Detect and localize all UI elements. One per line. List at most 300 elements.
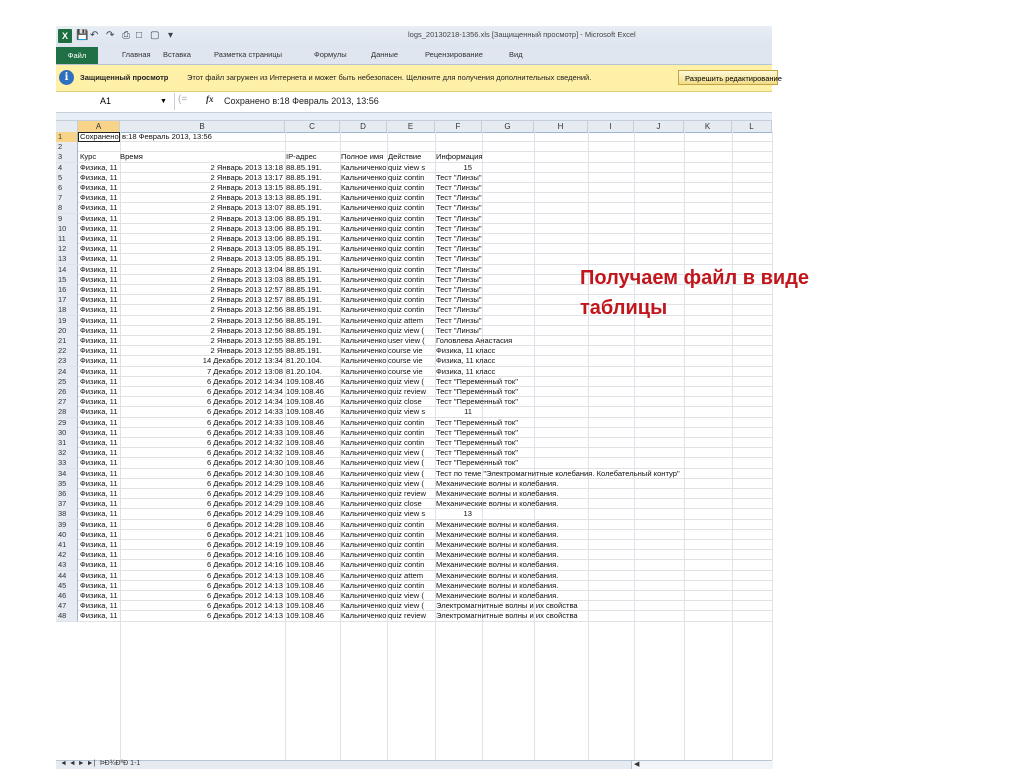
- row-header[interactable]: 35: [56, 479, 78, 489]
- cell-f[interactable]: Тест по теме "Электромагнитные колебания. Колебательный контур": [436, 468, 680, 478]
- cell-a[interactable]: Физика, 11: [80, 468, 118, 478]
- cell-b[interactable]: 6 Декабрь 2012 14:16: [206, 560, 283, 570]
- cell-c[interactable]: 109.108.46: [286, 560, 325, 570]
- cell-b[interactable]: 2 Январь 2013 13:18: [210, 162, 283, 172]
- cell-a[interactable]: Физика, 11: [80, 346, 118, 356]
- cell-e[interactable]: quiz contin: [388, 285, 425, 294]
- scroll-left-icon[interactable]: ◀: [634, 761, 640, 768]
- cell-a[interactable]: Физика, 11: [80, 458, 118, 468]
- cell-f[interactable]: Информация: [436, 152, 483, 162]
- cell-a[interactable]: Физика, 11: [80, 489, 118, 498]
- cell-d[interactable]: Кальниченко: [341, 295, 387, 305]
- cell-f[interactable]: Электромагнитные волны и их свойства: [436, 601, 578, 611]
- cell-e[interactable]: course vie: [388, 366, 423, 376]
- cell-e[interactable]: quiz contin: [388, 295, 425, 305]
- column-header-f[interactable]: F: [435, 121, 482, 132]
- cell-d[interactable]: Кальниченко: [341, 417, 387, 427]
- row-header[interactable]: 23: [56, 356, 78, 366]
- cell-e[interactable]: quiz view (: [388, 376, 424, 386]
- tab-data[interactable]: Данные: [371, 50, 399, 59]
- cell-d[interactable]: Кальниченко: [341, 478, 387, 488]
- cell-a[interactable]: Физика, 11: [80, 376, 118, 386]
- cell-d[interactable]: Кальниченко: [341, 540, 387, 549]
- cell-f[interactable]: Механические волны и колебания.: [436, 499, 559, 509]
- row-header[interactable]: 39: [56, 520, 78, 530]
- cell-c[interactable]: 109.108.46: [286, 540, 325, 549]
- cell-c[interactable]: 88.85.191.: [286, 172, 322, 182]
- cell-f[interactable]: Тест "Линзы": [436, 203, 482, 213]
- cell-c[interactable]: 109.108.46: [286, 509, 325, 519]
- cell-f[interactable]: Механические волны и колебания.: [436, 478, 559, 488]
- cell-f[interactable]: Тест "Линзы": [436, 264, 482, 274]
- cell-a[interactable]: Физика, 11: [80, 234, 118, 243]
- cell-e[interactable]: quiz contin: [388, 519, 425, 529]
- row-header[interactable]: 18: [56, 305, 78, 315]
- insert-function-icon[interactable]: fx: [206, 94, 214, 104]
- cell-f[interactable]: Тест "Переменный ток": [436, 448, 518, 458]
- cell-b[interactable]: 2 Январь 2013 13:07: [210, 203, 283, 213]
- cell-f[interactable]: Тест "Линзы": [436, 223, 482, 233]
- cell-d[interactable]: Кальниченко: [341, 489, 387, 498]
- tab-insert[interactable]: Вставка: [163, 50, 191, 59]
- cell-a[interactable]: Физика, 11: [80, 193, 118, 203]
- row-header[interactable]: 43: [56, 560, 78, 570]
- protected-view-message[interactable]: Этот файл загружен из Интернета и может быть небезопасен. Щелкните для получения дополнительных сведений.: [187, 73, 592, 82]
- undo-icon[interactable]: ↶: [90, 30, 99, 41]
- cell-f[interactable]: Физика, 11 класс: [436, 346, 496, 356]
- cell-d[interactable]: Кальниченко: [341, 580, 387, 590]
- row-header[interactable]: 27: [56, 397, 78, 407]
- cell-b[interactable]: в:18 Февраль 2013, 13:56: [122, 132, 212, 141]
- cell-d[interactable]: Кальниченко: [341, 550, 387, 560]
- cell-a[interactable]: Физика, 11: [80, 611, 118, 621]
- row-header[interactable]: 42: [56, 550, 78, 560]
- row-header[interactable]: 32: [56, 448, 78, 458]
- cell-a[interactable]: Физика, 11: [80, 213, 118, 223]
- cell-d[interactable]: Кальниченко: [341, 448, 387, 458]
- cell-b[interactable]: 2 Январь 2013 13:05: [210, 244, 283, 254]
- cell-e[interactable]: quiz contin: [388, 274, 425, 284]
- cell-c[interactable]: IP-адрес: [286, 152, 317, 162]
- cell-c[interactable]: 88.85.191.: [286, 264, 322, 274]
- row-header[interactable]: 8: [56, 203, 78, 213]
- row-header[interactable]: 17: [56, 295, 78, 305]
- cell-c[interactable]: 109.108.46: [286, 611, 325, 621]
- sheet-tab-active[interactable]: ÞÐ¾ÐºÐ 1-1: [100, 760, 141, 767]
- cell-f[interactable]: Тест "Переменный ток": [436, 417, 518, 427]
- cell-e[interactable]: quiz close: [388, 397, 422, 407]
- cell-f[interactable]: Механические волны и колебания.: [436, 519, 559, 529]
- cell-b[interactable]: 6 Декабрь 2012 14:34: [206, 397, 283, 407]
- cell-e[interactable]: quiz contin: [388, 244, 425, 254]
- row-header[interactable]: 7: [56, 193, 78, 203]
- cell-c[interactable]: 109.108.46: [286, 601, 325, 611]
- select-all-corner[interactable]: [56, 121, 78, 132]
- cell-a[interactable]: Физика, 11: [80, 254, 118, 264]
- row-header[interactable]: 5: [56, 173, 78, 183]
- cell-f[interactable]: Механические волны и колебания.: [436, 560, 559, 570]
- row-header[interactable]: 26: [56, 387, 78, 397]
- cell-f[interactable]: Физика, 11 класс: [436, 366, 496, 376]
- cell-a[interactable]: Сохранено: [80, 132, 119, 141]
- cell-a[interactable]: Физика, 11: [80, 519, 118, 529]
- excel-app-icon[interactable]: X: [58, 29, 72, 43]
- cell-b[interactable]: 2 Январь 2013 13:06: [210, 223, 283, 233]
- cell-d[interactable]: Кальниченко: [341, 591, 387, 600]
- column-header-d[interactable]: D: [340, 121, 387, 132]
- cell-c[interactable]: 88.85.191.: [286, 193, 322, 203]
- cell-e[interactable]: quiz contin: [388, 183, 425, 192]
- cell-d[interactable]: Кальниченко: [341, 499, 387, 509]
- cell-e[interactable]: quiz review: [388, 489, 426, 498]
- cell-b[interactable]: 2 Январь 2013 13:05: [210, 254, 283, 264]
- cell-f[interactable]: 13: [463, 509, 472, 519]
- cell-a[interactable]: Физика, 11: [80, 478, 118, 488]
- cell-e[interactable]: quiz contin: [388, 427, 425, 437]
- cell-d[interactable]: Полное имя: [341, 152, 384, 162]
- cell-f[interactable]: Электромагнитные волны и их свойства: [436, 611, 578, 621]
- cell-d[interactable]: Кальниченко: [341, 356, 387, 366]
- cell-d[interactable]: Кальниченко: [341, 244, 387, 254]
- cell-d[interactable]: Кальниченко: [341, 203, 387, 213]
- row-header[interactable]: 31: [56, 438, 78, 448]
- cell-c[interactable]: 109.108.46: [286, 376, 325, 386]
- cell-d[interactable]: Кальниченко: [341, 346, 387, 356]
- cell-c[interactable]: 109.108.46: [286, 397, 325, 407]
- cell-f[interactable]: Тест "Линзы": [436, 325, 482, 335]
- column-header-j[interactable]: J: [634, 121, 684, 132]
- row-header[interactable]: 40: [56, 530, 78, 540]
- cell-c[interactable]: 88.85.191.: [286, 244, 322, 254]
- row-header[interactable]: 22: [56, 346, 78, 356]
- cell-a[interactable]: Физика, 11: [80, 499, 118, 509]
- open-document-icon[interactable]: ▢: [150, 30, 160, 41]
- cell-e[interactable]: quiz attem: [388, 315, 424, 325]
- row-header[interactable]: 48: [56, 611, 78, 621]
- cell-b[interactable]: 6 Декабрь 2012 14:33: [206, 417, 283, 427]
- cell-a[interactable]: Физика, 11: [80, 183, 118, 192]
- cell-f[interactable]: Тест "Линзы": [436, 244, 482, 254]
- cell-a[interactable]: Физика, 11: [80, 274, 118, 284]
- cell-c[interactable]: 109.108.46: [286, 417, 325, 427]
- cell-d[interactable]: Кальниченко: [341, 254, 387, 264]
- row-header[interactable]: 19: [56, 316, 78, 326]
- row-header[interactable]: 9: [56, 214, 78, 224]
- cell-a[interactable]: Физика, 11: [80, 540, 118, 549]
- row-header[interactable]: 30: [56, 428, 78, 438]
- cell-b[interactable]: 6 Декабрь 2012 14:32: [206, 448, 283, 458]
- row-header[interactable]: 44: [56, 571, 78, 581]
- cell-f[interactable]: Тест "Линзы": [436, 234, 482, 243]
- cell-b[interactable]: 2 Январь 2013 13:06: [210, 213, 283, 223]
- cell-e[interactable]: Действие: [388, 152, 422, 162]
- column-header-a[interactable]: A: [78, 121, 120, 132]
- column-header-g[interactable]: G: [482, 121, 534, 132]
- row-header[interactable]: 21: [56, 336, 78, 346]
- cell-d[interactable]: Кальниченко: [341, 529, 387, 539]
- cell-b[interactable]: 2 Январь 2013 13:15: [210, 183, 283, 192]
- cell-a[interactable]: Физика, 11: [80, 285, 118, 294]
- cell-c[interactable]: 88.85.191.: [286, 213, 322, 223]
- cell-e[interactable]: quiz contin: [388, 213, 425, 223]
- cell-d[interactable]: Кальниченко: [341, 274, 387, 284]
- cell-d[interactable]: Кальниченко: [341, 611, 387, 621]
- cell-b[interactable]: 2 Январь 2013 12:56: [210, 325, 283, 335]
- cell-f[interactable]: Тест "Линзы": [436, 295, 482, 305]
- cell-f[interactable]: Тест "Переменный ток": [436, 397, 518, 407]
- cell-e[interactable]: quiz contin: [388, 417, 425, 427]
- cell-b[interactable]: 14 Декабрь 2012 13:34: [202, 356, 283, 366]
- cell-f[interactable]: Механические волны и колебания.: [436, 580, 559, 590]
- row-header[interactable]: 4: [56, 163, 78, 173]
- cell-a[interactable]: Физика, 11: [80, 448, 118, 458]
- cell-e[interactable]: quiz contin: [388, 529, 425, 539]
- cell-c[interactable]: 88.85.191.: [286, 315, 322, 325]
- cell-e[interactable]: quiz view (: [388, 458, 424, 468]
- cell-f[interactable]: Механические волны и колебания.: [436, 550, 559, 560]
- cell-c[interactable]: 109.108.46: [286, 580, 325, 590]
- cell-b[interactable]: 6 Декабрь 2012 14:13: [206, 591, 283, 600]
- cell-d[interactable]: Кальниченко: [341, 366, 387, 376]
- cell-b[interactable]: 6 Декабрь 2012 14:21: [206, 529, 283, 539]
- cell-b[interactable]: 2 Январь 2013 12:55: [210, 346, 283, 356]
- cell-f[interactable]: Механические волны и колебания.: [436, 529, 559, 539]
- cell-a[interactable]: Физика, 11: [80, 407, 118, 417]
- cell-e[interactable]: quiz close: [388, 499, 422, 509]
- cell-f[interactable]: Тест "Линзы": [436, 183, 482, 192]
- cell-b[interactable]: 2 Январь 2013 13:04: [210, 264, 283, 274]
- cell-a[interactable]: Физика, 11: [80, 591, 118, 600]
- cell-f[interactable]: Механические волны и колебания.: [436, 489, 559, 498]
- cell-b[interactable]: 2 Январь 2013 12:56: [210, 315, 283, 325]
- cell-d[interactable]: Кальниченко: [341, 285, 387, 294]
- print-icon[interactable]: ⎙: [122, 30, 130, 41]
- cell-a[interactable]: Физика, 11: [80, 325, 118, 335]
- cell-b[interactable]: 6 Декабрь 2012 14:29: [206, 499, 283, 509]
- cell-a[interactable]: Физика, 11: [80, 356, 118, 366]
- cell-b[interactable]: 7 Декабрь 2012 13:08: [206, 366, 283, 376]
- cell-c[interactable]: 109.108.46: [286, 407, 325, 417]
- cell-a[interactable]: Физика, 11: [80, 427, 118, 437]
- cell-f[interactable]: 15: [463, 162, 472, 172]
- cell-e[interactable]: quiz review: [388, 611, 426, 621]
- cell-d[interactable]: Кальниченко: [341, 315, 387, 325]
- name-box[interactable]: [56, 93, 175, 110]
- cell-e[interactable]: quiz view (: [388, 325, 424, 335]
- cell-a[interactable]: Физика, 11: [80, 366, 118, 376]
- cell-b[interactable]: 6 Декабрь 2012 14:32: [206, 438, 283, 447]
- cell-f[interactable]: Тест "Переменный ток": [436, 376, 518, 386]
- horizontal-scrollbar[interactable]: [631, 761, 773, 769]
- cell-b[interactable]: 6 Декабрь 2012 14:13: [206, 570, 283, 580]
- cell-d[interactable]: Кальниченко: [341, 407, 387, 417]
- cell-e[interactable]: quiz view s: [388, 162, 426, 172]
- cell-e[interactable]: quiz view s: [388, 509, 426, 519]
- cell-d[interactable]: Кальниченко: [341, 336, 387, 345]
- cell-e[interactable]: quiz contin: [388, 234, 425, 243]
- cell-c[interactable]: 88.85.191.: [286, 183, 322, 192]
- cell-c[interactable]: 109.108.46: [286, 387, 325, 396]
- row-header[interactable]: 2: [56, 142, 78, 152]
- cell-c[interactable]: 109.108.46: [286, 529, 325, 539]
- cell-e[interactable]: quiz view (: [388, 468, 424, 478]
- active-cell-selection[interactable]: [78, 132, 120, 142]
- cell-d[interactable]: Кальниченко: [341, 325, 387, 335]
- cell-a[interactable]: Физика, 11: [80, 438, 118, 447]
- cell-c[interactable]: 88.85.191.: [286, 325, 322, 335]
- cell-e[interactable]: quiz contin: [388, 540, 425, 549]
- cell-f[interactable]: Механические волны и колебания.: [436, 570, 559, 580]
- cell-a[interactable]: Физика, 11: [80, 580, 118, 590]
- tab-formulas[interactable]: Формулы: [314, 50, 347, 59]
- cell-f[interactable]: Тест "Линзы": [436, 274, 482, 284]
- row-header[interactable]: 25: [56, 377, 78, 387]
- cell-b[interactable]: 2 Январь 2013 12:55: [210, 336, 283, 345]
- cell-f[interactable]: Тест "Линзы": [436, 285, 482, 294]
- column-header-b[interactable]: B: [120, 121, 285, 132]
- row-header[interactable]: 41: [56, 540, 78, 550]
- cell-b[interactable]: 6 Декабрь 2012 14:16: [206, 550, 283, 560]
- column-header-l[interactable]: L: [732, 121, 772, 132]
- cell-d[interactable]: Кальниченко: [341, 193, 387, 203]
- cell-d[interactable]: Кальниченко: [341, 172, 387, 182]
- cell-c[interactable]: 109.108.46: [286, 427, 325, 437]
- cell-a[interactable]: Физика, 11: [80, 509, 118, 519]
- row-header[interactable]: 28: [56, 407, 78, 417]
- cell-a[interactable]: Физика, 11: [80, 264, 118, 274]
- column-header-c[interactable]: C: [285, 121, 340, 132]
- cell-f[interactable]: Тест "Переменный ток": [436, 387, 518, 396]
- cell-a[interactable]: Физика, 11: [80, 601, 118, 611]
- cell-e[interactable]: quiz contin: [388, 550, 425, 560]
- cell-e[interactable]: quiz view (: [388, 448, 424, 458]
- tab-view[interactable]: Вид: [509, 50, 523, 59]
- cell-e[interactable]: quiz contin: [388, 203, 425, 213]
- cell-f[interactable]: Тест "Переменный ток": [436, 458, 518, 468]
- column-header-k[interactable]: K: [684, 121, 732, 132]
- cell-e[interactable]: quiz contin: [388, 264, 425, 274]
- cell-f[interactable]: Тест "Линзы": [436, 254, 482, 264]
- cell-e[interactable]: course vie: [388, 356, 423, 366]
- cell-b[interactable]: 6 Декабрь 2012 14:28: [206, 519, 283, 529]
- cell-c[interactable]: 88.85.191.: [286, 254, 322, 264]
- cell-a[interactable]: Физика, 11: [80, 336, 118, 345]
- cell-b[interactable]: 6 Декабрь 2012 14:29: [206, 478, 283, 488]
- cell-e[interactable]: quiz contin: [388, 172, 425, 182]
- save-icon[interactable]: 💾: [76, 30, 89, 41]
- new-document-icon[interactable]: □: [136, 30, 143, 41]
- cell-c[interactable]: 109.108.46: [286, 519, 325, 529]
- cell-e[interactable]: quiz view s: [388, 407, 426, 417]
- cell-d[interactable]: Кальниченко: [341, 519, 387, 529]
- cell-b[interactable]: 6 Декабрь 2012 14:33: [206, 427, 283, 437]
- cell-d[interactable]: Кальниченко: [341, 509, 387, 519]
- cell-c[interactable]: 109.108.46: [286, 438, 325, 447]
- cell-e[interactable]: quiz contin: [388, 560, 425, 570]
- cell-a[interactable]: Физика, 11: [80, 223, 118, 233]
- cell-a[interactable]: Физика, 11: [80, 244, 118, 254]
- cell-c[interactable]: 88.85.191.: [286, 305, 322, 315]
- cell-f[interactable]: 11: [464, 407, 472, 417]
- cell-c[interactable]: 88.85.191.: [286, 346, 322, 356]
- cell-d[interactable]: Кальниченко: [341, 387, 387, 396]
- cell-d[interactable]: Кальниченко: [341, 458, 387, 468]
- cell-c[interactable]: 81.20.104.: [286, 356, 322, 366]
- cell-a[interactable]: Физика, 11: [80, 560, 118, 570]
- cell-b[interactable]: 6 Декабрь 2012 14:13: [206, 611, 283, 621]
- cell-d[interactable]: Кальниченко: [341, 162, 387, 172]
- cell-e[interactable]: course vie: [388, 346, 423, 356]
- cell-a[interactable]: Физика, 11: [80, 387, 118, 396]
- cell-d[interactable]: Кальниченко: [341, 560, 387, 570]
- sheet-navigation-arrows[interactable]: ◄ ◄ ► ►|: [60, 760, 96, 767]
- cell-c[interactable]: 88.85.191.: [286, 274, 322, 284]
- cell-f[interactable]: Механические волны и колебания.: [436, 591, 559, 600]
- customize-quick-access-icon[interactable]: ▾: [168, 30, 174, 41]
- tab-review[interactable]: Рецензирование: [425, 50, 483, 59]
- cell-f[interactable]: Физика, 11 класс: [436, 356, 496, 366]
- redo-icon[interactable]: ↷: [106, 30, 115, 41]
- cell-d[interactable]: Кальниченко: [341, 213, 387, 223]
- cell-a[interactable]: Курс: [80, 152, 97, 162]
- cell-e[interactable]: quiz attem: [388, 570, 424, 580]
- row-header[interactable]: 16: [56, 285, 78, 295]
- row-header[interactable]: 33: [56, 458, 78, 468]
- cell-c[interactable]: 109.108.46: [286, 570, 325, 580]
- formula-input[interactable]: Сохранено в:18 Февраль 2013, 13:56: [224, 96, 379, 106]
- cell-b[interactable]: 2 Январь 2013 12:57: [210, 285, 283, 294]
- cell-a[interactable]: Физика, 11: [80, 295, 118, 305]
- row-header[interactable]: 47: [56, 601, 78, 611]
- cell-c[interactable]: 88.85.191.: [286, 234, 322, 243]
- cell-d[interactable]: Кальниченко: [341, 601, 387, 611]
- cell-a[interactable]: Физика, 11: [80, 162, 118, 172]
- cell-c[interactable]: 88.85.191.: [286, 203, 322, 213]
- cell-d[interactable]: Кальниченко: [341, 183, 387, 192]
- cell-b[interactable]: 6 Декабрь 2012 14:34: [206, 387, 283, 396]
- cell-f[interactable]: Тест "Линзы": [436, 172, 482, 182]
- cell-b[interactable]: 2 Январь 2013 13:03: [210, 274, 283, 284]
- cell-c[interactable]: 109.108.46: [286, 458, 325, 468]
- worksheet-grid[interactable]: [56, 132, 772, 760]
- row-header[interactable]: 11: [56, 234, 78, 244]
- cell-e[interactable]: quiz view (: [388, 591, 424, 600]
- cell-a[interactable]: Физика, 11: [80, 417, 118, 427]
- row-header[interactable]: 10: [56, 224, 78, 234]
- cell-c[interactable]: 109.108.46: [286, 550, 325, 560]
- cell-d[interactable]: Кальниченко: [341, 438, 387, 447]
- row-header[interactable]: 6: [56, 183, 78, 193]
- row-header[interactable]: 36: [56, 489, 78, 499]
- cell-c[interactable]: 109.108.46: [286, 591, 325, 600]
- cell-a[interactable]: Физика, 11: [80, 397, 118, 407]
- cell-f[interactable]: Головлева Анастасия: [436, 336, 513, 345]
- cell-d[interactable]: Кальниченко: [341, 468, 387, 478]
- row-header[interactable]: 12: [56, 244, 78, 254]
- cell-b[interactable]: Время: [120, 152, 143, 162]
- cell-b[interactable]: 6 Декабрь 2012 14:13: [206, 580, 283, 590]
- cell-f[interactable]: Механические волны и колебания.: [436, 540, 559, 549]
- cell-c[interactable]: 88.85.191.: [286, 162, 322, 172]
- cell-f[interactable]: Тест "Линзы": [436, 193, 482, 203]
- cell-d[interactable]: Кальниченко: [341, 264, 387, 274]
- cell-c[interactable]: 109.108.46: [286, 468, 325, 478]
- cell-e[interactable]: quiz review: [388, 387, 426, 396]
- cell-c[interactable]: 109.108.46: [286, 489, 325, 498]
- cell-b[interactable]: 6 Декабрь 2012 14:30: [206, 458, 283, 468]
- cell-f[interactable]: Тест "Линзы": [436, 315, 482, 325]
- cell-b[interactable]: 2 Январь 2013 13:06: [210, 234, 283, 243]
